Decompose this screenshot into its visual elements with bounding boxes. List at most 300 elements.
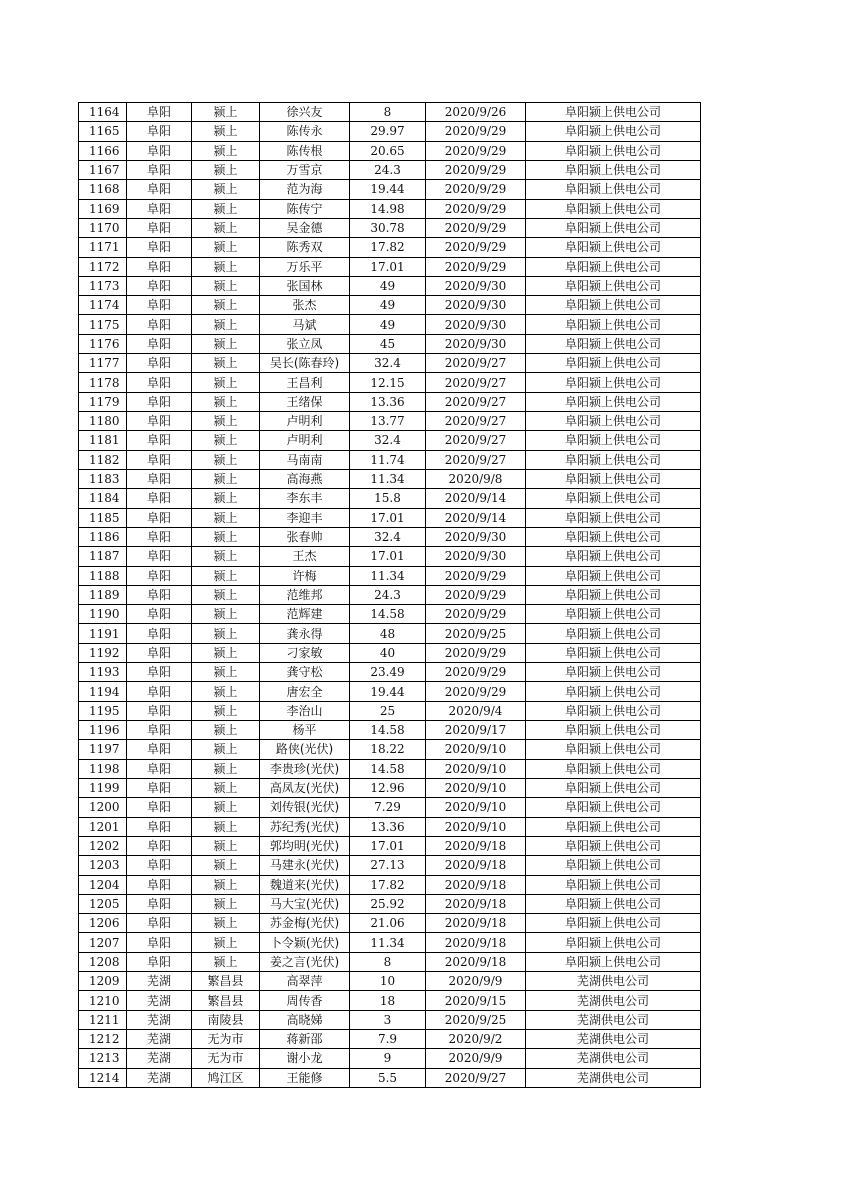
city-cell: 芜湖 [127, 1010, 192, 1029]
city-cell: 芜湖 [127, 1068, 192, 1087]
date-cell: 2020/9/29 [426, 682, 526, 701]
company-cell: 芜湖供电公司 [526, 1049, 701, 1068]
capacity-cell: 13.36 [350, 817, 426, 836]
capacity-cell: 49 [350, 296, 426, 315]
date-cell: 2020/9/18 [426, 933, 526, 952]
name-cell: 郭均明(光伏) [260, 836, 350, 855]
date-cell: 2020/9/30 [426, 334, 526, 353]
table-row [79, 836, 701, 855]
company-cell: 阜阳颍上供电公司 [526, 663, 701, 682]
county-cell: 颍上 [192, 547, 260, 566]
name-cell: 马建永(光伏) [260, 856, 350, 875]
date-cell: 2020/9/10 [426, 798, 526, 817]
date-cell: 2020/9/18 [426, 875, 526, 894]
name-cell: 杨平 [260, 721, 350, 740]
table-row [79, 721, 701, 740]
company-cell: 阜阳颍上供电公司 [526, 914, 701, 933]
company-cell: 阜阳颍上供电公司 [526, 218, 701, 237]
table-row [79, 585, 701, 604]
data-table [78, 102, 701, 1088]
city-cell: 阜阳 [127, 547, 192, 566]
date-cell: 2020/9/27 [426, 450, 526, 469]
city-cell: 阜阳 [127, 759, 192, 778]
company-cell: 阜阳颍上供电公司 [526, 257, 701, 276]
company-cell: 芜湖供电公司 [526, 1010, 701, 1029]
table-row [79, 991, 701, 1010]
date-cell: 2020/9/10 [426, 740, 526, 759]
capacity-cell: 45 [350, 334, 426, 353]
capacity-cell: 24.3 [350, 160, 426, 179]
county-cell: 南陵县 [192, 1010, 260, 1029]
table-row [79, 218, 701, 237]
name-cell: 马斌 [260, 315, 350, 334]
capacity-cell: 13.77 [350, 412, 426, 431]
company-cell: 阜阳颍上供电公司 [526, 431, 701, 450]
company-cell: 阜阳颍上供电公司 [526, 296, 701, 315]
company-cell: 阜阳颍上供电公司 [526, 952, 701, 971]
company-cell: 芜湖供电公司 [526, 1030, 701, 1049]
row-number-cell: 1182 [79, 450, 127, 469]
row-number-cell: 1194 [79, 682, 127, 701]
county-cell: 颍上 [192, 103, 260, 122]
company-cell: 阜阳颍上供电公司 [526, 412, 701, 431]
table-row [79, 238, 701, 257]
name-cell: 刁家敏 [260, 643, 350, 662]
name-cell: 唐宏全 [260, 682, 350, 701]
city-cell: 阜阳 [127, 740, 192, 759]
name-cell: 万乐平 [260, 257, 350, 276]
company-cell: 阜阳颍上供电公司 [526, 778, 701, 797]
table-row [79, 1010, 701, 1029]
city-cell: 阜阳 [127, 914, 192, 933]
county-cell: 颍上 [192, 663, 260, 682]
city-cell: 芜湖 [127, 972, 192, 991]
name-cell: 高晓娣 [260, 1010, 350, 1029]
company-cell: 阜阳颍上供电公司 [526, 180, 701, 199]
county-cell: 无为市 [192, 1030, 260, 1049]
name-cell: 范维邦 [260, 585, 350, 604]
name-cell: 苏纪秀(光伏) [260, 817, 350, 836]
row-number-cell: 1200 [79, 798, 127, 817]
date-cell: 2020/9/29 [426, 199, 526, 218]
date-cell: 2020/9/25 [426, 624, 526, 643]
table-row [79, 103, 701, 122]
company-cell: 阜阳颍上供电公司 [526, 527, 701, 546]
row-number-cell: 1170 [79, 218, 127, 237]
company-cell: 阜阳颍上供电公司 [526, 238, 701, 257]
capacity-cell: 5.5 [350, 1068, 426, 1087]
capacity-cell: 3 [350, 1010, 426, 1029]
company-cell: 阜阳颍上供电公司 [526, 508, 701, 527]
table-row [79, 1068, 701, 1087]
county-cell: 颍上 [192, 296, 260, 315]
capacity-cell: 11.34 [350, 469, 426, 488]
row-number-cell: 1165 [79, 122, 127, 141]
city-cell: 阜阳 [127, 450, 192, 469]
date-cell: 2020/9/18 [426, 952, 526, 971]
county-cell: 颍上 [192, 257, 260, 276]
company-cell: 阜阳颍上供电公司 [526, 489, 701, 508]
row-number-cell: 1207 [79, 933, 127, 952]
date-cell: 2020/9/30 [426, 315, 526, 334]
table-row [79, 373, 701, 392]
county-cell: 颍上 [192, 740, 260, 759]
date-cell: 2020/9/29 [426, 257, 526, 276]
row-number-cell: 1192 [79, 643, 127, 662]
company-cell: 阜阳颍上供电公司 [526, 373, 701, 392]
table-row [79, 778, 701, 797]
capacity-cell: 12.96 [350, 778, 426, 797]
date-cell: 2020/9/27 [426, 1068, 526, 1087]
date-cell: 2020/9/17 [426, 721, 526, 740]
company-cell: 阜阳颍上供电公司 [526, 141, 701, 160]
row-number-cell: 1196 [79, 721, 127, 740]
county-cell: 颍上 [192, 122, 260, 141]
name-cell: 苏金梅(光伏) [260, 914, 350, 933]
date-cell: 2020/9/27 [426, 412, 526, 431]
company-cell: 阜阳颍上供电公司 [526, 450, 701, 469]
table-row [79, 276, 701, 295]
capacity-cell: 27.13 [350, 856, 426, 875]
table-row [79, 431, 701, 450]
date-cell: 2020/9/29 [426, 643, 526, 662]
capacity-cell: 32.4 [350, 354, 426, 373]
capacity-cell: 11.74 [350, 450, 426, 469]
date-cell: 2020/9/29 [426, 180, 526, 199]
date-cell: 2020/9/9 [426, 972, 526, 991]
table-row [79, 547, 701, 566]
capacity-cell: 8 [350, 952, 426, 971]
name-cell: 张国林 [260, 276, 350, 295]
name-cell: 许梅 [260, 566, 350, 585]
capacity-cell: 48 [350, 624, 426, 643]
capacity-cell: 19.44 [350, 682, 426, 701]
county-cell: 颍上 [192, 952, 260, 971]
county-cell: 颍上 [192, 624, 260, 643]
county-cell: 颍上 [192, 585, 260, 604]
row-number-cell: 1173 [79, 276, 127, 295]
name-cell: 周传香 [260, 991, 350, 1010]
county-cell: 颍上 [192, 469, 260, 488]
city-cell: 阜阳 [127, 199, 192, 218]
capacity-cell: 20.65 [350, 141, 426, 160]
city-cell: 阜阳 [127, 894, 192, 913]
county-cell: 颍上 [192, 721, 260, 740]
name-cell: 范辉建 [260, 605, 350, 624]
county-cell: 鸠江区 [192, 1068, 260, 1087]
row-number-cell: 1208 [79, 952, 127, 971]
table-row [79, 875, 701, 894]
city-cell: 阜阳 [127, 952, 192, 971]
city-cell: 阜阳 [127, 682, 192, 701]
table-row [79, 527, 701, 546]
table-row [79, 798, 701, 817]
capacity-cell: 11.34 [350, 933, 426, 952]
table-row [79, 952, 701, 971]
date-cell: 2020/9/18 [426, 856, 526, 875]
name-cell: 蒋新邵 [260, 1030, 350, 1049]
city-cell: 阜阳 [127, 527, 192, 546]
capacity-cell: 7.9 [350, 1030, 426, 1049]
capacity-cell: 17.01 [350, 836, 426, 855]
row-number-cell: 1190 [79, 605, 127, 624]
name-cell: 陈传根 [260, 141, 350, 160]
name-cell: 马南南 [260, 450, 350, 469]
company-cell: 阜阳颍上供电公司 [526, 894, 701, 913]
city-cell: 阜阳 [127, 508, 192, 527]
name-cell: 徐兴友 [260, 103, 350, 122]
company-cell: 阜阳颍上供电公司 [526, 103, 701, 122]
county-cell: 颍上 [192, 238, 260, 257]
city-cell: 阜阳 [127, 663, 192, 682]
city-cell: 阜阳 [127, 373, 192, 392]
date-cell: 2020/9/18 [426, 836, 526, 855]
row-number-cell: 1164 [79, 103, 127, 122]
table-row [79, 624, 701, 643]
city-cell: 阜阳 [127, 160, 192, 179]
company-cell: 芜湖供电公司 [526, 972, 701, 991]
row-number-cell: 1176 [79, 334, 127, 353]
table-row [79, 489, 701, 508]
date-cell: 2020/9/30 [426, 296, 526, 315]
county-cell: 颍上 [192, 141, 260, 160]
county-cell: 颍上 [192, 701, 260, 720]
capacity-cell: 29.97 [350, 122, 426, 141]
company-cell: 阜阳颍上供电公司 [526, 334, 701, 353]
table-row [79, 643, 701, 662]
table-row [79, 412, 701, 431]
row-number-cell: 1195 [79, 701, 127, 720]
table-body [79, 103, 701, 1088]
table-row [79, 894, 701, 913]
row-number-cell: 1172 [79, 257, 127, 276]
name-cell: 高翠萍 [260, 972, 350, 991]
row-number-cell: 1186 [79, 527, 127, 546]
capacity-cell: 40 [350, 643, 426, 662]
name-cell: 龚守松 [260, 663, 350, 682]
table-row [79, 972, 701, 991]
row-number-cell: 1183 [79, 469, 127, 488]
date-cell: 2020/9/29 [426, 566, 526, 585]
capacity-cell: 49 [350, 315, 426, 334]
table-row [79, 856, 701, 875]
row-number-cell: 1180 [79, 412, 127, 431]
row-number-cell: 1214 [79, 1068, 127, 1087]
company-cell: 阜阳颍上供电公司 [526, 682, 701, 701]
city-cell: 阜阳 [127, 103, 192, 122]
table-row [79, 682, 701, 701]
name-cell: 姜之言(光伏) [260, 952, 350, 971]
date-cell: 2020/9/10 [426, 778, 526, 797]
name-cell: 高凤友(光伏) [260, 778, 350, 797]
table-row [79, 759, 701, 778]
name-cell: 谢小龙 [260, 1049, 350, 1068]
date-cell: 2020/9/25 [426, 1010, 526, 1029]
table-row [79, 701, 701, 720]
table-row [79, 296, 701, 315]
city-cell: 阜阳 [127, 431, 192, 450]
name-cell: 王能修 [260, 1068, 350, 1087]
table-row [79, 315, 701, 334]
name-cell: 王绪保 [260, 392, 350, 411]
company-cell: 阜阳颍上供电公司 [526, 624, 701, 643]
table-row [79, 199, 701, 218]
city-cell: 阜阳 [127, 643, 192, 662]
county-cell: 颍上 [192, 894, 260, 913]
county-cell: 颍上 [192, 875, 260, 894]
company-cell: 阜阳颍上供电公司 [526, 701, 701, 720]
capacity-cell: 25.92 [350, 894, 426, 913]
city-cell: 阜阳 [127, 180, 192, 199]
city-cell: 芜湖 [127, 991, 192, 1010]
date-cell: 2020/9/29 [426, 218, 526, 237]
city-cell: 阜阳 [127, 218, 192, 237]
name-cell: 卢明利 [260, 412, 350, 431]
row-number-cell: 1193 [79, 663, 127, 682]
company-cell: 芜湖供电公司 [526, 991, 701, 1010]
name-cell: 刘传银(光伏) [260, 798, 350, 817]
name-cell: 马大宝(光伏) [260, 894, 350, 913]
table-row [79, 392, 701, 411]
county-cell: 颍上 [192, 778, 260, 797]
company-cell: 阜阳颍上供电公司 [526, 759, 701, 778]
county-cell: 颍上 [192, 836, 260, 855]
row-number-cell: 1166 [79, 141, 127, 160]
city-cell: 阜阳 [127, 412, 192, 431]
city-cell: 阜阳 [127, 296, 192, 315]
name-cell: 魏道来(光伏) [260, 875, 350, 894]
table-row [79, 566, 701, 585]
capacity-cell: 32.4 [350, 527, 426, 546]
city-cell: 芜湖 [127, 1030, 192, 1049]
date-cell: 2020/9/27 [426, 431, 526, 450]
row-number-cell: 1178 [79, 373, 127, 392]
date-cell: 2020/9/27 [426, 373, 526, 392]
row-number-cell: 1184 [79, 489, 127, 508]
name-cell: 李治山 [260, 701, 350, 720]
capacity-cell: 7.29 [350, 798, 426, 817]
company-cell: 芜湖供电公司 [526, 1068, 701, 1087]
name-cell: 万雪京 [260, 160, 350, 179]
capacity-cell: 30.78 [350, 218, 426, 237]
date-cell: 2020/9/29 [426, 585, 526, 604]
capacity-cell: 14.58 [350, 721, 426, 740]
date-cell: 2020/9/30 [426, 276, 526, 295]
name-cell: 张杰 [260, 296, 350, 315]
row-number-cell: 1212 [79, 1030, 127, 1049]
city-cell: 阜阳 [127, 605, 192, 624]
name-cell: 李迎丰 [260, 508, 350, 527]
county-cell: 颍上 [192, 276, 260, 295]
capacity-cell: 17.82 [350, 238, 426, 257]
city-cell: 阜阳 [127, 778, 192, 797]
company-cell: 阜阳颍上供电公司 [526, 469, 701, 488]
row-number-cell: 1198 [79, 759, 127, 778]
capacity-cell: 8 [350, 103, 426, 122]
date-cell: 2020/9/9 [426, 1049, 526, 1068]
table-row [79, 817, 701, 836]
table-row [79, 605, 701, 624]
date-cell: 2020/9/18 [426, 914, 526, 933]
county-cell: 颍上 [192, 218, 260, 237]
city-cell: 阜阳 [127, 334, 192, 353]
capacity-cell: 17.01 [350, 257, 426, 276]
capacity-cell: 17.01 [350, 508, 426, 527]
row-number-cell: 1213 [79, 1049, 127, 1068]
company-cell: 阜阳颍上供电公司 [526, 643, 701, 662]
city-cell: 阜阳 [127, 315, 192, 334]
row-number-cell: 1167 [79, 160, 127, 179]
company-cell: 阜阳颍上供电公司 [526, 199, 701, 218]
city-cell: 阜阳 [127, 721, 192, 740]
name-cell: 吴金德 [260, 218, 350, 237]
name-cell: 高海燕 [260, 469, 350, 488]
capacity-cell: 18.22 [350, 740, 426, 759]
county-cell: 颍上 [192, 373, 260, 392]
row-number-cell: 1168 [79, 180, 127, 199]
date-cell: 2020/9/30 [426, 547, 526, 566]
row-number-cell: 1201 [79, 817, 127, 836]
table-row [79, 141, 701, 160]
company-cell: 阜阳颍上供电公司 [526, 392, 701, 411]
name-cell: 陈传永 [260, 122, 350, 141]
company-cell: 阜阳颍上供电公司 [526, 122, 701, 141]
table-row [79, 1030, 701, 1049]
county-cell: 颍上 [192, 180, 260, 199]
capacity-cell: 21.06 [350, 914, 426, 933]
county-cell: 颍上 [192, 856, 260, 875]
county-cell: 颍上 [192, 605, 260, 624]
county-cell: 颍上 [192, 392, 260, 411]
city-cell: 阜阳 [127, 566, 192, 585]
county-cell: 颍上 [192, 643, 260, 662]
company-cell: 阜阳颍上供电公司 [526, 740, 701, 759]
capacity-cell: 10 [350, 972, 426, 991]
table-row [79, 1049, 701, 1068]
company-cell: 阜阳颍上供电公司 [526, 798, 701, 817]
row-number-cell: 1189 [79, 585, 127, 604]
county-cell: 无为市 [192, 1049, 260, 1068]
row-number-cell: 1188 [79, 566, 127, 585]
table-row [79, 122, 701, 141]
county-cell: 繁昌县 [192, 991, 260, 1010]
capacity-cell: 17.01 [350, 547, 426, 566]
date-cell: 2020/9/15 [426, 991, 526, 1010]
row-number-cell: 1197 [79, 740, 127, 759]
date-cell: 2020/9/29 [426, 122, 526, 141]
row-number-cell: 1175 [79, 315, 127, 334]
name-cell: 陈传宁 [260, 199, 350, 218]
county-cell: 颍上 [192, 489, 260, 508]
city-cell: 阜阳 [127, 257, 192, 276]
row-number-cell: 1205 [79, 894, 127, 913]
capacity-cell: 14.98 [350, 199, 426, 218]
capacity-cell: 32.4 [350, 431, 426, 450]
company-cell: 阜阳颍上供电公司 [526, 933, 701, 952]
date-cell: 2020/9/27 [426, 392, 526, 411]
county-cell: 颍上 [192, 508, 260, 527]
county-cell: 颍上 [192, 527, 260, 546]
name-cell: 龚永得 [260, 624, 350, 643]
county-cell: 颍上 [192, 431, 260, 450]
name-cell: 王杰 [260, 547, 350, 566]
name-cell: 陈秀双 [260, 238, 350, 257]
company-cell: 阜阳颍上供电公司 [526, 276, 701, 295]
county-cell: 颍上 [192, 334, 260, 353]
name-cell: 路侠(光伏) [260, 740, 350, 759]
company-cell: 阜阳颍上供电公司 [526, 721, 701, 740]
capacity-cell: 17.82 [350, 875, 426, 894]
